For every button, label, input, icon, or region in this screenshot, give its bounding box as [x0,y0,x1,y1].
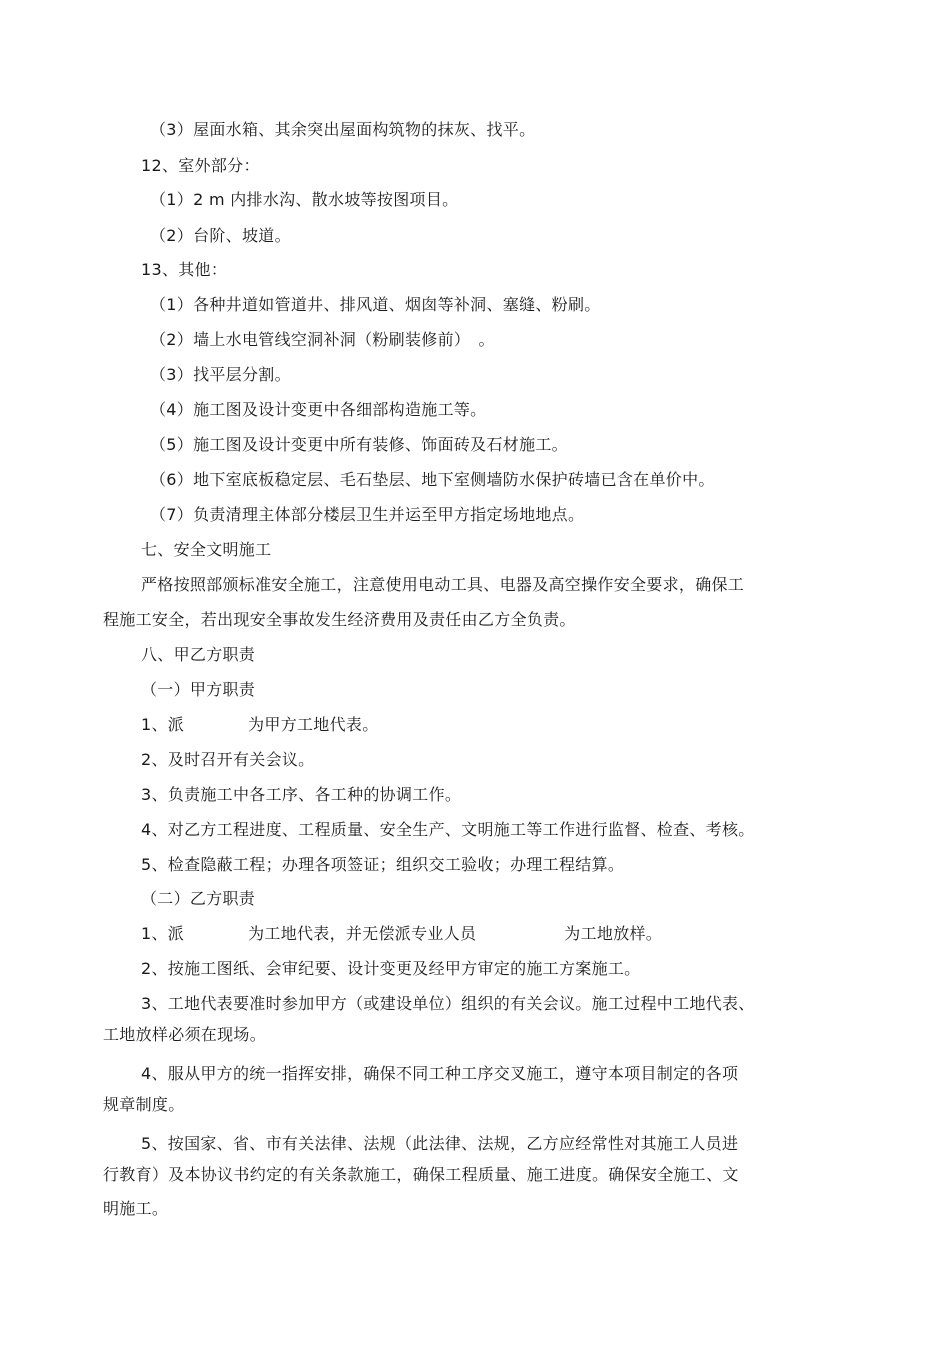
paragraph-line: 工地放样必须在现场。 [103,1025,267,1044]
text-line: （5）施工图及设计变更中所有装修、饰面砖及石材施工。 [150,435,568,454]
item-text: 为工地放样。 [564,924,663,943]
text-line: （3）屋面水箱、其余突出屋面构筑物的抹灰、找平。 [150,120,536,139]
text-line: 3、负责施工中各工序、各工种的协调工作。 [141,785,462,804]
paragraph-line: 明施工。 [103,1199,169,1218]
paragraph-line: 程施工安全，若出现安全事故发生经济费用及责任由乙方全负责。 [103,610,576,629]
paragraph-line: 5、按国家、省、市有关法律、法规（此法律、法规，乙方应经常性对其施工人员进 [141,1134,739,1153]
item-text: 为甲方工地代表。 [248,715,379,734]
item-text: 1、派 [141,715,185,734]
section-heading: 八、甲乙方职责 [141,645,256,664]
text-line: （3）找平层分割。 [150,365,291,384]
party-a-item-1 [141,714,379,736]
party-b-item-1 [141,923,662,945]
text-line: 5、检查隐蔽工程；办理各项签证；组织交工验收；办理工程结算。 [141,855,625,874]
paragraph-line: 3、工地代表要准时参加甲方（或建设单位）组织的有关会议。施工过程中工地代表、 [141,994,755,1013]
text-line: （1）各种井道如管道井、排风道、烟囱等补洞、塞缝、粉刷。 [150,295,601,314]
text-line: （4）施工图及设计变更中各细部构造施工等。 [150,400,487,419]
text-line: 2、按施工图纸、会审纪要、设计变更及经甲方审定的施工方案施工。 [141,959,641,978]
text-line: 2、及时召开有关会议。 [141,750,315,769]
text-line: （6）地下室底板稳定层、毛石垫层、地下室侧墙防水保护砖墙已含在单价中。 [150,470,715,489]
subsection-heading: （一）甲方职责 [141,680,256,699]
paragraph-line: 行教育）及本协议书约定的有关条款施工，确保工程质量、施工进度。确保安全施工、文 [103,1165,739,1184]
text-line: 4、对乙方工程进度、工程质量、安全生产、文明施工等工作进行监督、检查、考核。 [141,820,755,839]
text-line: （1）2 m 内排水沟、散水坡等按图项目。 [150,190,459,209]
text-line: （2）台阶、坡道。 [150,226,291,245]
text-line: （7）负责清理主体部分楼层卫生并运至甲方指定场地地点。 [150,505,585,524]
subsection-heading: （二）乙方职责 [141,889,256,908]
paragraph-line: 严格按照部颁标准安全施工，注意使用电动工具、电器及高空操作安全要求，确保工 [141,575,745,594]
item-text: 1、派 [141,924,185,943]
paragraph-line: 规章制度。 [103,1095,185,1114]
item-text: 为工地代表，并无偿派专业人员 [248,924,477,943]
section-heading: 七、安全文明施工 [141,540,272,559]
section-heading: 12、室外部分： [141,156,260,175]
text-line: （2）墙上水电管线空洞补洞（粉刷装修前） 。 [150,330,495,349]
section-heading: 13、其他： [141,260,228,279]
paragraph-line: 4、服从甲方的统一指挥安排，确保不同工种工序交叉施工，遵守本项目制定的各项 [141,1064,739,1083]
